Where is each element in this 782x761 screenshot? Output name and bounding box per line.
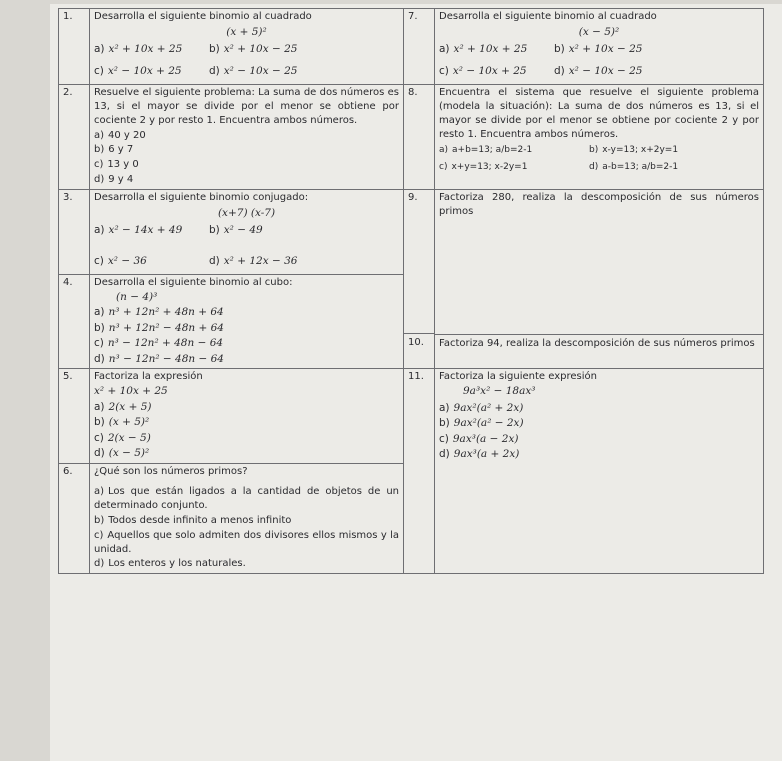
option-4c[interactable]: c) n³ − 12n² + 48n − 64 — [94, 337, 224, 350]
option-6a[interactable]: a) Los que están ligados a la cantidad de objetos de un determinado conjunto. — [94, 486, 399, 512]
exam-row-5 — [59, 369, 764, 463]
question-number-2: 2. — [59, 85, 90, 190]
question-4-prompt: Desarrolla el siguiente binomio al cubo: — [94, 277, 293, 289]
option-5b[interactable]: b) (x + 5)² — [94, 416, 150, 429]
question-8-prompt: Encuentra el sistema que resuelve el siguiente problema (modela la situación): La suma de dos números es 13, si el mayor se divide por el menor se obtiene por cociente 2 y por resto 1. Encuentra ambos números. — [439, 87, 759, 140]
question-number-6: 6. — [59, 463, 90, 574]
question-10-prompt: Factoriza 94, realiza la descomposición de sus números primos — [439, 338, 755, 350]
option-2d[interactable]: d) 9 y 4 — [94, 174, 134, 186]
exam-table — [58, 8, 764, 574]
option-4d[interactable]: d) n³ − 12n² − 48n − 64 — [94, 352, 224, 365]
question-7-prompt: Desarrolla el siguiente binomio al cuadrado — [439, 11, 657, 22]
question-5-expression: x² + 10x + 25 — [94, 385, 168, 398]
question-11-expression: 9a³x² − 18ax³ — [463, 385, 536, 398]
exam-row-1 — [59, 9, 764, 85]
exam-row-2 — [59, 85, 764, 190]
question-4 — [90, 275, 404, 369]
option-11a[interactable]: a) 9ax²(a² + 2x) — [439, 401, 524, 414]
question-number-7: 7. — [404, 9, 435, 85]
option-5c[interactable]: c) 2(x − 5) — [94, 431, 151, 444]
option-6c[interactable]: c) Aquellos que solo admiten dos divisores ellos mismos y la unidad. — [94, 529, 399, 555]
question-number-5: 5. — [59, 369, 90, 463]
option-2c[interactable]: c) 13 y 0 — [94, 159, 139, 171]
option-5d[interactable]: d) (x − 5)² — [94, 447, 150, 460]
question-11 — [435, 369, 764, 574]
question-9-10 — [435, 189, 764, 368]
question-number-9: 9. 10. — [404, 189, 435, 368]
option-1d[interactable]: d) x² − 10x − 25 — [209, 64, 298, 77]
question-number-3: 3. — [59, 189, 90, 274]
option-8a[interactable]: a) a+b=13; a/b=2-1 — [439, 145, 533, 156]
option-6d[interactable]: d) Los enteros y los naturales. — [94, 558, 246, 570]
question-number-11: 11. — [404, 369, 435, 574]
question-2-prompt: Resuelve el siguiente problema: La suma de dos números es 13, si el mayor se divide por el menor se obtiene por cociente 2 y por resto 1. Encuentra ambos números. — [94, 87, 399, 126]
question-6 — [90, 463, 404, 574]
option-11c[interactable]: c) 9ax³(a − 2x) — [439, 432, 519, 445]
question-8 — [435, 85, 764, 190]
option-7c[interactable]: c) x² − 10x + 25 — [439, 64, 527, 77]
option-4a[interactable]: a) n³ + 12n² + 48n + 64 — [94, 306, 224, 319]
question-4-expression: (n − 4)³ — [116, 290, 158, 303]
question-7 — [435, 9, 764, 85]
question-number-8: 8. — [404, 85, 435, 190]
question-6-prompt: ¿Qué son los números primos? — [94, 465, 248, 477]
question-3 — [90, 189, 404, 274]
option-1c[interactable]: c) x² − 10x + 25 — [94, 64, 182, 77]
exam-row-3 — [59, 189, 764, 274]
option-8d[interactable]: d) a-b=13; a/b=2-1 — [589, 161, 679, 172]
question-5-prompt: Factoriza la expresión — [94, 371, 203, 383]
option-4b[interactable]: b) n³ + 12n² − 48n + 64 — [94, 321, 224, 334]
option-1b[interactable]: b) x² + 10x − 25 — [209, 43, 298, 56]
option-3b[interactable]: b) x² − 49 — [209, 224, 263, 237]
option-2a[interactable]: a) 40 y 20 — [94, 129, 146, 141]
option-11b[interactable]: b) 9ax²(a² − 2x) — [439, 417, 524, 430]
option-1a[interactable]: a) x² + 10x + 25 — [94, 43, 183, 56]
option-8c[interactable]: c) x+y=13; x-2y=1 — [439, 161, 528, 172]
question-2 — [90, 85, 404, 190]
question-1 — [90, 9, 404, 85]
option-7d[interactable]: d) x² − 10x − 25 — [554, 64, 643, 77]
option-5a[interactable]: a) 2(x + 5) — [94, 400, 152, 413]
question-11-prompt: Factoriza la siguiente expresión — [439, 371, 597, 383]
option-6b[interactable]: b) Todos desde infinito a menos infinito — [94, 514, 292, 526]
option-2b[interactable]: b) 6 y 7 — [94, 144, 134, 156]
option-7b[interactable]: b) x² + 10x − 25 — [554, 43, 643, 56]
question-5 — [90, 369, 404, 463]
question-7-expression: (x − 5)² — [578, 25, 620, 38]
question-3-expression: (x+7) (x-7) — [217, 206, 276, 219]
question-3-prompt: Desarrolla el siguiente binomio conjugado: — [94, 191, 309, 203]
question-number-1: 1. — [59, 9, 90, 85]
question-number-4: 4. — [59, 275, 90, 369]
option-3a[interactable]: a) x² − 14x + 49 — [94, 224, 183, 237]
option-3d[interactable]: d) x² + 12x − 36 — [209, 254, 298, 267]
option-7a[interactable]: a) x² + 10x + 25 — [439, 43, 528, 56]
option-11d[interactable]: d) 9ax³(a + 2x) — [439, 448, 520, 461]
option-8b[interactable]: b) x-y=13; x+2y=1 — [589, 145, 679, 156]
option-3c[interactable]: c) x² − 36 — [94, 254, 147, 267]
question-1-expression: (x + 5)² — [226, 25, 267, 38]
question-9-prompt: Factoriza 280, realiza la descomposición de sus números primos — [439, 191, 759, 217]
question-1-prompt: Desarrolla el siguiente binomio al cuadrado — [94, 11, 312, 22]
question-number-10: 10. — [404, 333, 434, 350]
